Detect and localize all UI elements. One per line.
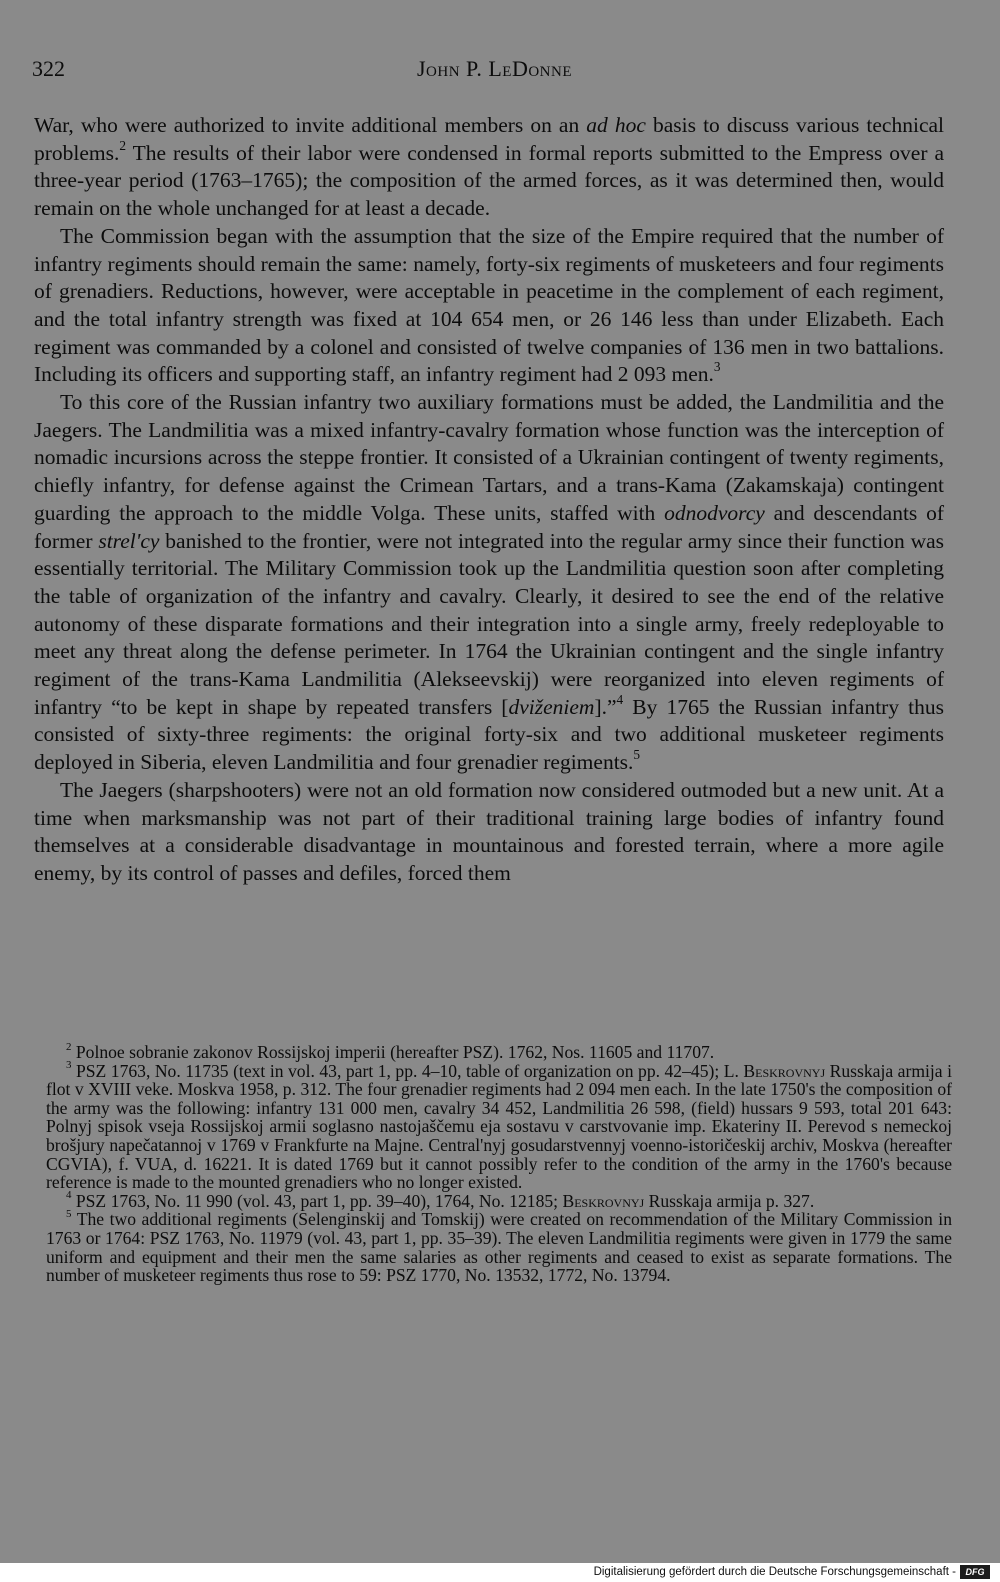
p3-italic-3: dviženiem [508,694,595,719]
footnote-number: 3 [66,1059,72,1072]
footnote-ref-3: 3 [713,359,721,375]
footnotes [46,1040,952,1286]
footnote-ref-2: 2 [119,137,127,153]
p3-text-d: ].” [594,694,617,719]
p3-italic-1: odnodvorcy [664,500,765,525]
p1-text-a: War, who were authorized to invite additional members on an [34,113,587,137]
footnote-number: 5 [66,1207,72,1220]
paragraph-1 [34,112,944,223]
page-header [32,53,957,85]
p3-italic-2: strel'cy [98,528,160,553]
body-text [34,112,944,888]
page-number: 322 [32,56,65,81]
p3-text-b: and descendants of former [34,500,944,553]
paragraph-3 [34,389,944,777]
footnote-ref-5: 5 [633,747,641,763]
p3-text-c: banished to the frontier, were not integrated into the regular army since their function was essentially territorial. The Military Commission took up the Landmilitia question soon after completing the table of organization of the infantry and cavalry. Clearly, it desired to see the end of the relative autonomy of these disparate formations and their integration into a single army, freely redeployable to meet any threat along the defense perimeter. In 1764 the Ukrainian contingent and the single infantry regiment of the trans-Kama Landmilitia (Alekseevskij) were reorganized into eleven regiments of infantry “to be kept in shape by repeated transfers [ [34,528,945,719]
paragraph-2 [34,223,944,389]
footnote-number: 2 [66,1040,72,1053]
footnote-3 [46,1059,952,1193]
footnote-4 [46,1189,952,1211]
p3-text-a: To this core of the Russian infantry two auxiliary formations must be added, the Landmilitia and the Jaegers. The Landmilitia was a mixed infantry-cavalry formation whose function was the interception of nomadic incursions across the steppe frontier. It consisted of a Ukrainian contingent of twenty regiments, chiefly infantry, for defense against the Crimean Tartars, and a trans-Kama (Zakamskaja) contingent guarding the approach to the middle Volga. These units, staffed with [34,390,944,525]
footnote-text: PSZ 1763, No. 11735 (text in vol. 43, part 1, pp. 4–10, table of organization on pp. 42–45); L. [75,1060,744,1081]
footnote-text: Russkaja armija i flot v XVIII veke. Moskva 1958, p. 312. The four grenadier regiments had 2 094 men each. In the late 1750's the composition of the army was the following: infantry 131 000 men, cavalry 34 452, Landmilitia 26 598, (field) hussars 9 593, total 201 643: Polnyj spisok vseja Rossijskoj armii soglasno nastojaščemu eja sostavu v carstvovanie imp. Ekateriny II. Perevod s nemeckoj brošjury napečatannoj v 1769 v Frankfurte na Majne. Central'nyj gosudarstvennyj voenno-istoričeskij archiv, Moskva (hereafter CGVIA), f. VUA, d. 16221. It is dated 1769 but it cannot possibly refer to the condition of the army in the 1760's because reference is made to the mounted grenadiers who no longer existed. [46,1060,952,1193]
footnote-text: Polnoe sobranie zakonov Rossijskoj imperii (hereafter PSZ). 1762, Nos. 11605 and 11707. [75,1042,715,1062]
footnote-5 [46,1207,952,1286]
author-name: Beskrovnyj [743,1060,826,1081]
paragraph-4: The Jaegers (sharpshooters) were not an old formation now considered outmoded but a new unit. At a time when marksmanship was not part of their traditional training large bodies of infantry found themselves at a considerable disadvantage in mountainous and forested terrain, where a more agile enemy, by its control of passes and defiles, forced them [34,777,944,885]
footnote-2 [46,1040,952,1062]
p2-text: The Commission began with the assumption that the size of the Empire required that the number of infantry regiments should remain the same: namely, forty-six regiments of musketeers and four regiments of grenadiers. Reductions, however, were acceptable in peacetime in the complement of each regiment, and the total infantry strength was fixed at 104 654 men, or 26 146 less than under Elizabeth. Each regiment was commanded by a colonel and consisted of twelve companies of 136 men in two battalions. Including its officers and supporting staff, an infantry regiment had 2 093 men. [34,223,944,387]
digitization-credit: Digitalisierung gefördert durch die Deutsche Forschungsgemeinschaft - [593,1566,956,1578]
running-head: John P. LeDonne [416,56,572,81]
footnote-text: The two additional regiments (Selenginskij and Tomskij) were created on recommendation of the Military Commission in 1763 or 1764: PSZ 1763, No. 11979 (vol. 43, part 1, pp. 35–39). The eleven Landmilitia regiments were given in 1779 the same uniform and equipment and their men the same salaries as other regiments and ceased to exist as separate formations. The number of musketeer regiments thus rose to 59: PSZ 1770, No. 13532, 1772, No. 13794. [46,1209,952,1286]
dfg-logo-icon: DFG [960,1565,990,1579]
p1-text-b: basis to discuss various technical problems. [34,113,944,165]
p1-italic: ad hoc [586,113,646,137]
author-name: Beskrovnyj [562,1190,645,1211]
footnote-text: PSZ 1763, No. 11 990 (vol. 43, part 1, pp. 39–40), 1764, No. 12185; [75,1190,563,1211]
footnote-number: 4 [66,1189,72,1202]
footnote-text: Russkaja armija p. 327. [644,1190,815,1211]
p3-text-e: By 1765 the Russian infantry thus consisted of sixty-three regiments: the original forty-six and two additional musketeer regiments deployed in Siberia, eleven Landmilitia and four grenadier regiments. [34,694,944,775]
digitization-footer [0,1563,1000,1582]
p1-text-c: The results of their labor were condensed in formal reports submitted to the Empress over a three-year period (1763–1765); the composition of the armed forces, as it was determined then, would remain on the whole unchanged for at least a decade. [34,140,944,221]
footnote-ref-4: 4 [616,691,624,707]
